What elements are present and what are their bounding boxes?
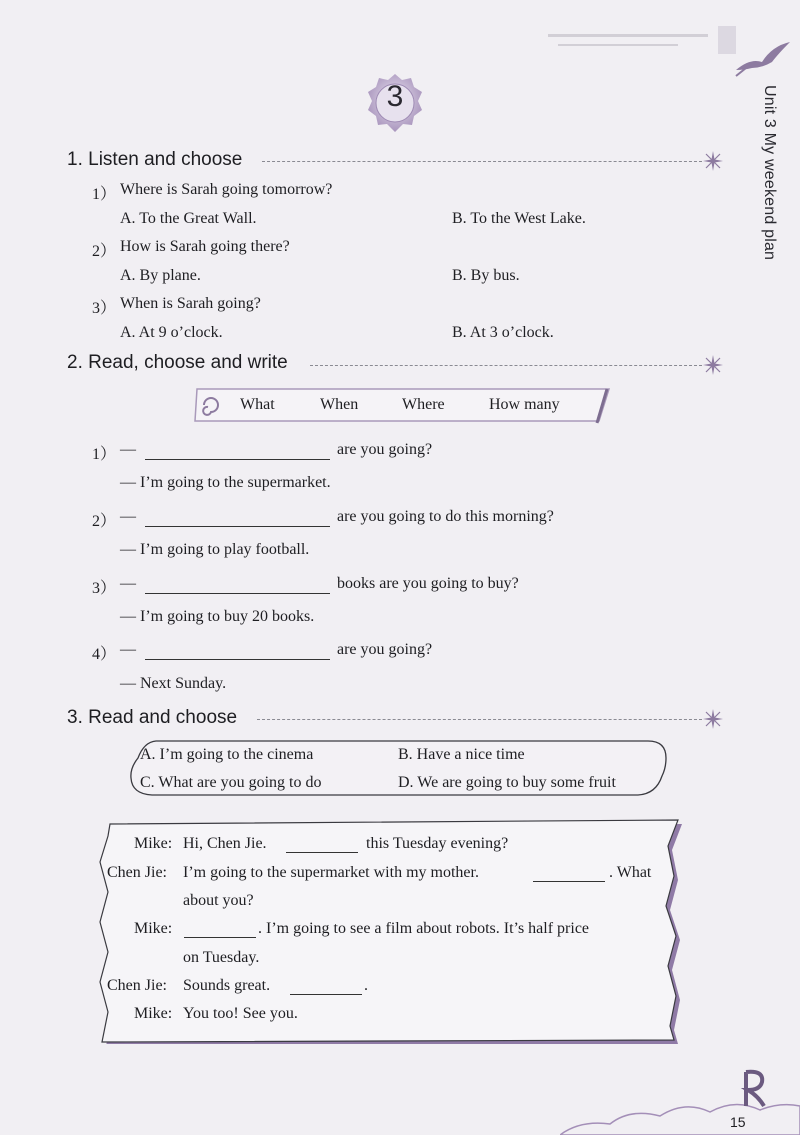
- section2-title: 2. Read, choose and write: [67, 352, 292, 374]
- section3-title: 3. Read and choose: [67, 707, 241, 729]
- dialog-line2-text: I’m going to the supermarket with my mother.: [183, 864, 479, 881]
- dialog-line5-text: You too! See you.: [183, 1005, 298, 1022]
- s2-item3-question: books are you going to buy?: [337, 575, 519, 592]
- s2-item2-answer: — I’m going to play football.: [120, 541, 310, 558]
- dialog-blank-1[interactable]: [286, 851, 358, 853]
- dialog-blank-3[interactable]: [184, 936, 256, 938]
- sparkle-icon: [703, 355, 723, 375]
- option-b[interactable]: B. Have a nice time: [398, 746, 525, 763]
- unit-side-label: Unit 3 My weekend plan: [761, 85, 778, 261]
- dialog-line3-text: . I’m going to see a film about robots. It’s half price: [258, 920, 590, 937]
- dialog-blank-2[interactable]: [533, 880, 605, 882]
- section1-title: 1. Listen and choose: [67, 149, 246, 171]
- dialog-line2-speaker: Chen Jie:: [107, 864, 167, 881]
- section2-dotted-rule: [310, 365, 702, 366]
- option-a[interactable]: A. I’m going to the cinema: [140, 746, 314, 763]
- option-d[interactable]: D. We are going to buy some fruit: [398, 774, 616, 791]
- s2-item2-number: 2）: [92, 513, 117, 530]
- sparkle-icon: [703, 709, 723, 729]
- word-what: What: [240, 396, 275, 413]
- q3-text: When is Sarah going?: [120, 295, 261, 312]
- s2-item3-blank[interactable]: [145, 592, 330, 594]
- unit-number: 3: [386, 80, 404, 113]
- s2-item1-answer: — I’m going to the supermarket.: [120, 474, 331, 491]
- q3-option-b[interactable]: B. At 3 o’clock.: [452, 324, 554, 341]
- s2-item4-dash: —: [120, 641, 136, 658]
- dialog-line4-text: Sounds great.: [183, 977, 271, 994]
- q2-number: 2）: [92, 243, 117, 260]
- section3-dotted-rule: [257, 719, 702, 720]
- option-c[interactable]: C. What are you going to do: [140, 774, 322, 791]
- q2-text: How is Sarah going there?: [120, 238, 290, 255]
- s2-item1-dash: —: [120, 441, 136, 458]
- q2-option-b[interactable]: B. By bus.: [452, 267, 520, 284]
- dialog-line1-text-end: this Tuesday evening?: [366, 835, 509, 852]
- s2-item3-dash: —: [120, 575, 136, 592]
- s2-item3-answer: — I’m going to buy 20 books.: [120, 608, 315, 625]
- faint-header-decoration: [548, 16, 738, 60]
- dialog-line4-speaker: Chen Jie:: [107, 977, 167, 994]
- q3-number: 3）: [92, 300, 117, 317]
- dialog-line2-continuation: about you?: [183, 892, 254, 909]
- q2-option-a[interactable]: A. By plane.: [120, 267, 201, 284]
- s2-item4-question: are you going?: [337, 641, 433, 658]
- dialog-line3-continuation: on Tuesday.: [183, 949, 260, 966]
- dialog-line5-speaker: Mike:: [134, 1005, 173, 1022]
- word-how-many: How many: [489, 396, 560, 413]
- s2-item2-blank[interactable]: [145, 525, 330, 527]
- section1-dotted-rule: [262, 161, 702, 162]
- word-when: When: [320, 396, 359, 413]
- s2-item2-dash: —: [120, 508, 136, 525]
- page-number: 15: [730, 1114, 746, 1130]
- dialog-line4-text-end: .: [364, 977, 368, 994]
- q1-option-a[interactable]: A. To the Great Wall.: [120, 210, 257, 227]
- s2-item4-answer: — Next Sunday.: [120, 675, 227, 692]
- dialog-line3-speaker: Mike:: [134, 920, 173, 937]
- s2-item1-blank[interactable]: [145, 458, 330, 460]
- dialog-line1-speaker: Mike:: [134, 835, 173, 852]
- q1-number: 1）: [92, 186, 117, 203]
- dialog-line1-text: Hi, Chen Jie.: [183, 835, 267, 852]
- dialog-blank-4[interactable]: [290, 993, 362, 995]
- s2-item2-question: are you going to do this morning?: [337, 508, 554, 525]
- q1-text: Where is Sarah going tomorrow?: [120, 181, 333, 198]
- s2-item1-number: 1）: [92, 446, 117, 463]
- bird-icon: [732, 38, 792, 78]
- s2-item4-number: 4）: [92, 646, 117, 663]
- s2-item1-question: are you going?: [337, 441, 433, 458]
- word-where: Where: [402, 396, 445, 413]
- s2-item3-number: 3）: [92, 580, 117, 597]
- q3-option-a[interactable]: A. At 9 o’clock.: [120, 324, 223, 341]
- dialog-line2-text-end: . What: [609, 864, 652, 881]
- corner-cloud-decoration: [560, 1050, 800, 1135]
- s2-item4-blank[interactable]: [145, 658, 330, 660]
- sparkle-icon: [703, 151, 723, 171]
- q1-option-b[interactable]: B. To the West Lake.: [452, 210, 586, 227]
